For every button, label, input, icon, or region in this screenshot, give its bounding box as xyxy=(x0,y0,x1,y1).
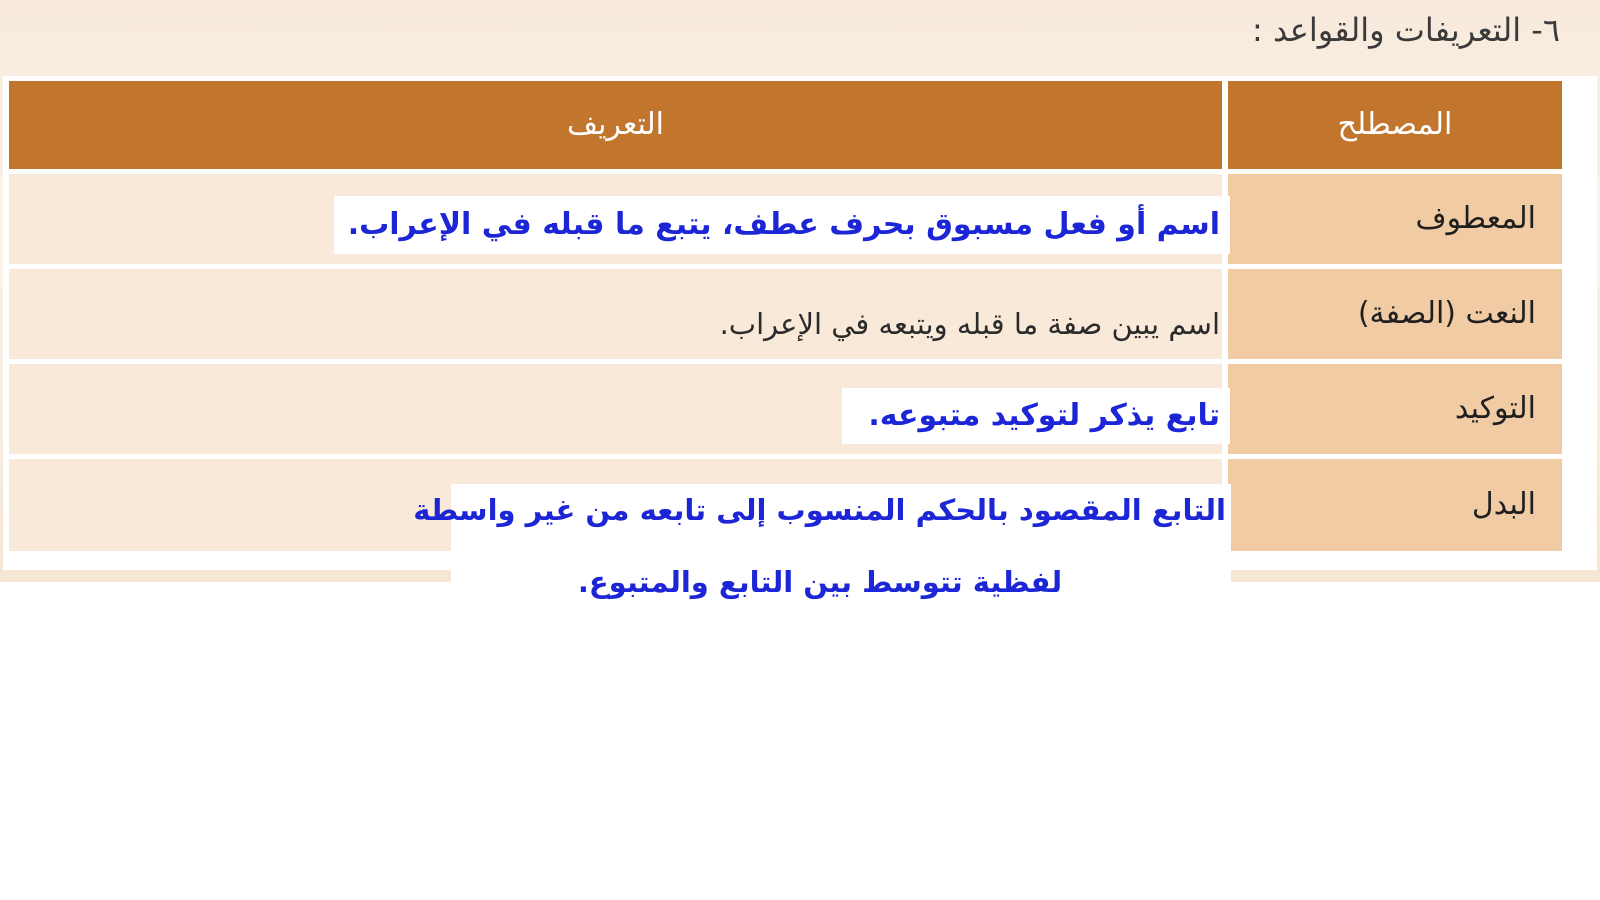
definition-tawkeed-text: تابع يذكر لتوكيد متبوعه. xyxy=(842,388,1230,444)
header-definition: التعريف xyxy=(9,81,1222,169)
section-heading: ٦- التعريفات والقواعد : xyxy=(1252,11,1560,49)
definition-badal-line1: التابع المقصود بالحكم المنسوب إلى تابعه من غير واسطة xyxy=(413,493,1226,527)
term-cell-tawkeed: التوكيد xyxy=(1228,364,1562,454)
term-cell-na3t: النعت (الصفة) xyxy=(1228,269,1562,359)
definition-na3t-text: اسم يبين صفة ما قبله ويتبعه في الإعراب. xyxy=(719,307,1220,341)
definition-badal-line2: لفظية تتوسط بين التابع والمتبوع. xyxy=(577,565,1063,599)
term-cell-ma3toof: المعطوف xyxy=(1228,174,1562,264)
definition-ma3toof-text: اسم أو فعل مسبوق بحرف عطف، يتبع ما قبله في الإعراب. xyxy=(334,196,1230,254)
term-cell-badal: البدل xyxy=(1228,459,1562,551)
header-term: المصطلح xyxy=(1228,81,1562,169)
